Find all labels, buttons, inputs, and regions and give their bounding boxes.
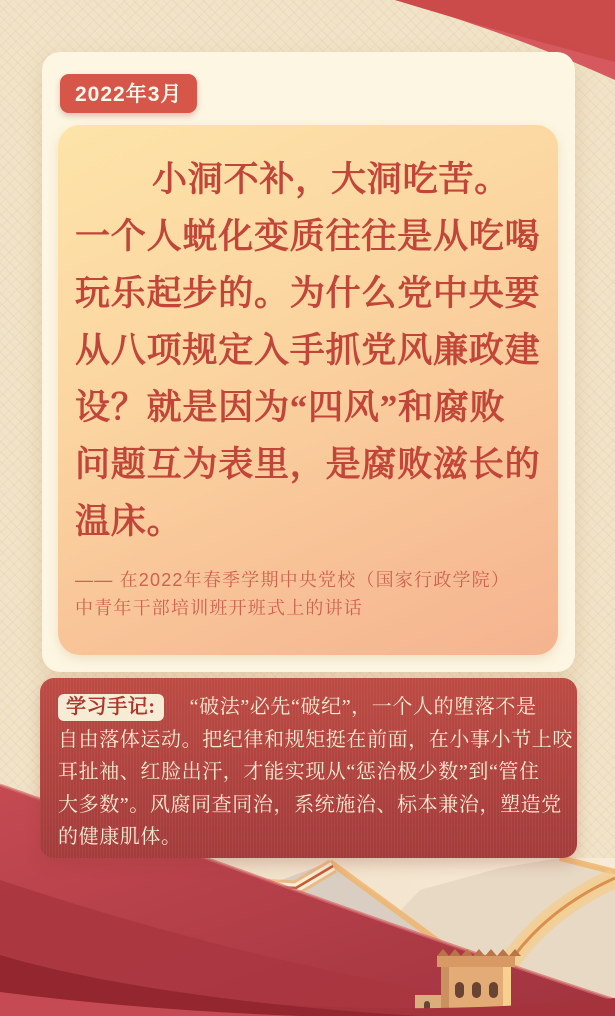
tower-window xyxy=(455,982,464,998)
tower-window xyxy=(489,982,498,998)
note-line-text: 耳扯袖、红脸出汗，才能实现从“惩治极少数”到“管住 xyxy=(58,761,540,783)
quote-line: 设？就是因为“四风”和腐败 xyxy=(75,388,506,427)
quote-line: 从八项规定入手抓党风廉政建 xyxy=(75,331,541,370)
content-card xyxy=(42,52,575,672)
tower-parapet xyxy=(437,956,515,967)
note-line-text: “破法”必先“破纪”，一个人的堕落不是 xyxy=(189,696,537,718)
quote-attribution xyxy=(75,566,541,622)
note-line-text: 大多数”。风腐同查同治，系统施治、标本兼治，塑造党 xyxy=(58,793,562,816)
study-notes-panel xyxy=(40,678,577,858)
date-badge: 2022年3月 xyxy=(60,74,197,113)
study-notes-first-line xyxy=(58,691,559,724)
quote-line: 玩乐起步的。为什么党中央要 xyxy=(75,274,541,313)
attribution-line: —— 在2022年春季学期中央党校（国家行政学院） xyxy=(75,570,511,590)
note-line-text: 的健康肌体。 xyxy=(58,826,182,848)
quote-text xyxy=(75,151,541,550)
quote-line: 问题互为表里，是腐败滋长的 xyxy=(75,445,541,484)
tower-window xyxy=(472,982,481,998)
study-notes-label: 学习手记: xyxy=(58,694,164,721)
quote-line: 一个人蜕化变质往往是从吃喝 xyxy=(75,217,541,256)
attribution-line: 中青年干部培训班开班式上的讲话 xyxy=(75,598,363,618)
quote-line: 小洞不补，大洞吃苦。 xyxy=(152,160,511,199)
quote-card xyxy=(58,125,558,655)
quote-line: 温床。 xyxy=(75,502,183,541)
note-line-text: 自由落体运动。把纪律和规矩挺在前面，在小事小节上咬 xyxy=(58,728,573,751)
